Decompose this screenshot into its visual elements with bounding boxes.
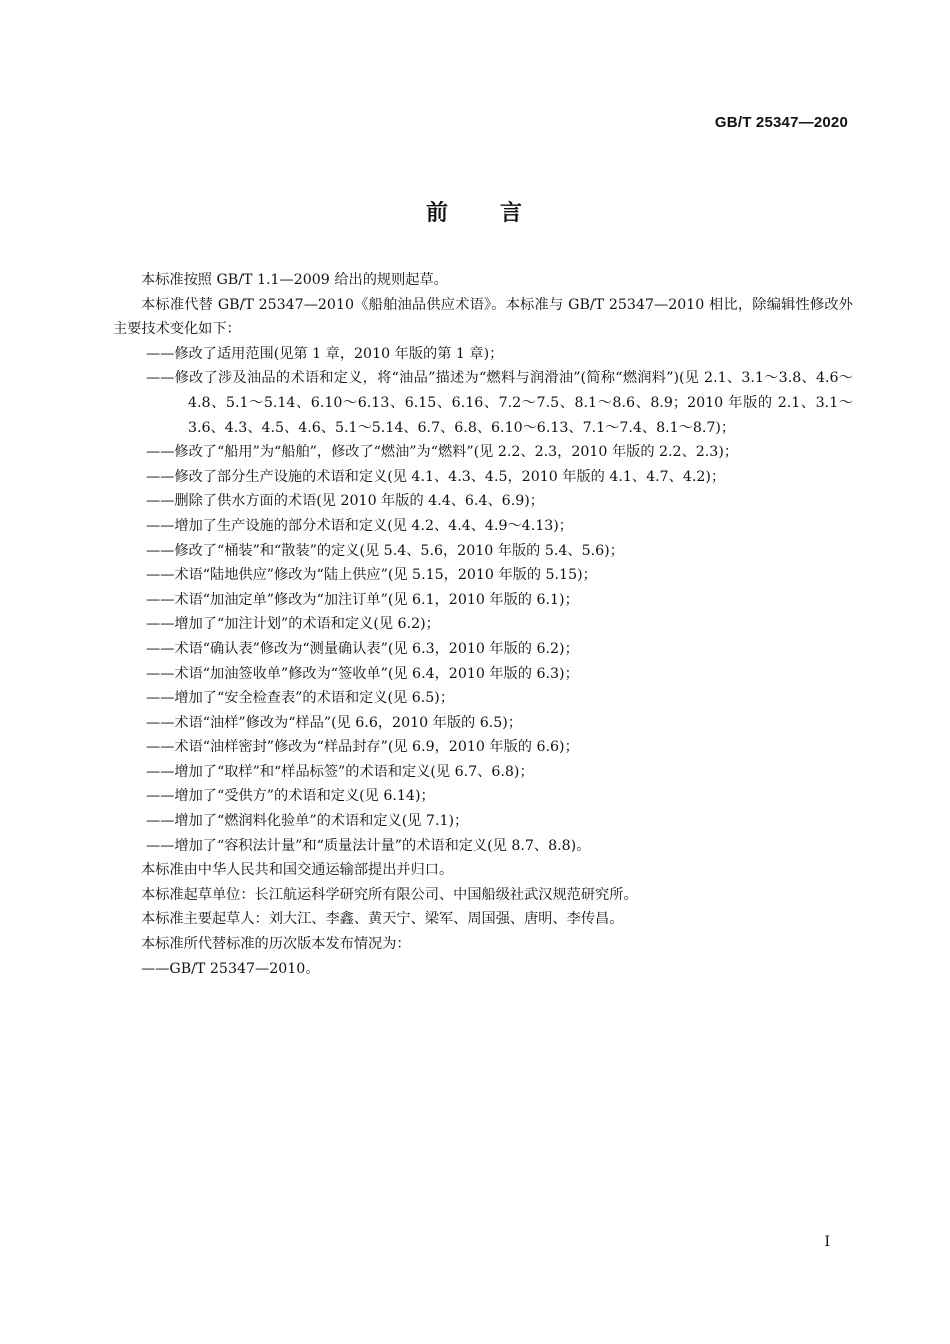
change-item: ——增加了“燃润料化验单”的术语和定义(见 7.1)； xyxy=(146,813,469,830)
title-char-2: 言 xyxy=(500,201,525,226)
document-body xyxy=(113,268,853,981)
history-item: ——GB/T 25347—2010。 xyxy=(141,960,320,977)
paragraph-drafting-units: 本标准起草单位：长江航运科学研究所有限公司、中国船级社武汉规范研究所。 xyxy=(141,886,638,903)
paragraph-drafting-rules: 本标准按照 GB/T 1.1—2009 给出的规则起草。 xyxy=(141,272,448,288)
change-item: ——增加了“受供方”的术语和定义(见 6.14)； xyxy=(146,788,435,805)
paragraph-replaces: 本标准代替 GB/T 25347—2010《船舶油品供应术语》。本标准与 GB/T 25347—2010 相比，除编辑性修改外主要技术变化如下： xyxy=(113,296,853,338)
page-number: I xyxy=(824,1234,830,1250)
change-item: ——增加了“安全检查表”的术语和定义(见 6.5)； xyxy=(146,690,455,707)
change-item: ——术语“油样”修改为“样品”(见 6.6，2010 年版的 6.5)； xyxy=(146,714,523,731)
change-item: ——增加了“容积法计量”和“质量法计量”的术语和定义(见 8.7、8.8)。 xyxy=(146,837,591,854)
change-item: ——术语“加油定单”修改为“加注订单”(见 6.1，2010 年版的 6.1)； xyxy=(146,591,579,608)
page-title xyxy=(0,196,950,227)
change-item: ——修改了适用范围(见第 1 章，2010 年版的第 1 章)； xyxy=(146,345,504,362)
change-item: ——增加了生产设施的部分术语和定义(见 4.2、4.4、4.9～4.13)； xyxy=(146,517,573,534)
change-item: ——增加了“加注计划”的术语和定义(见 6.2)； xyxy=(146,616,440,633)
paragraph-proposer: 本标准由中华人民共和国交通运输部提出并归口。 xyxy=(141,862,454,879)
change-item: ——术语“陆地供应”修改为“陆上供应”(见 5.15，2010 年版的 5.15)； xyxy=(146,567,597,584)
change-item: ——删除了供水方面的术语(见 2010 年版的 4.4、6.4、6.9)； xyxy=(146,493,544,510)
change-item: ——术语“油样密封”修改为“样品封存”(见 6.9，2010 年版的 6.6)； xyxy=(146,739,579,756)
paragraph-drafters: 本标准主要起草人：刘大江、李鑫、黄天宁、梁军、周国强、唐明、李传昌。 xyxy=(141,911,624,928)
change-item: ——增加了“取样”和“样品标签”的术语和定义(见 6.7、6.8)； xyxy=(146,763,534,780)
change-item: ——修改了涉及油品的术语和定义，将“油品”描述为“燃料与润滑油”(简称“燃润料”)(见 2.1、3.1～3.8、4.6～4.8、5.1～5.14、6.10～6.13、6.15、6.16、7.2～7.5、8.1～8.6、8.9；2010 年版的 2.1、3.1～3.6、4.3、4.5、4.6、5.1～5.14、6.7、6.8、6.10～6.13、7.1～7.4、8.1～8.7)； xyxy=(146,370,853,436)
change-item: ——修改了“船用”为“船舶”，修改了“燃油”为“燃料”(见 2.2、2.3，2010 年版的 2.2、2.3)； xyxy=(146,444,739,461)
title-char-1: 前 xyxy=(425,201,450,226)
change-item: ——术语“加油签收单”修改为“签收单”(见 6.4，2010 年版的 6.3)； xyxy=(146,665,579,682)
change-item: ——修改了“桶装”和“散装”的定义(见 5.4、5.6，2010 年版的 5.4、5.6)； xyxy=(146,542,624,559)
change-item: ——术语“确认表”修改为“测量确认表”(见 6.3，2010 年版的 6.2)； xyxy=(146,640,579,657)
paragraph-history-intro: 本标准所代替标准的历次版本发布情况为： xyxy=(141,936,411,953)
change-item: ——修改了部分生产设施的术语和定义(见 4.1、4.3、4.5，2010 年版的 4.1、4.7、4.2)； xyxy=(146,468,726,485)
standard-code: GB/T 25347—2020 xyxy=(714,114,848,131)
